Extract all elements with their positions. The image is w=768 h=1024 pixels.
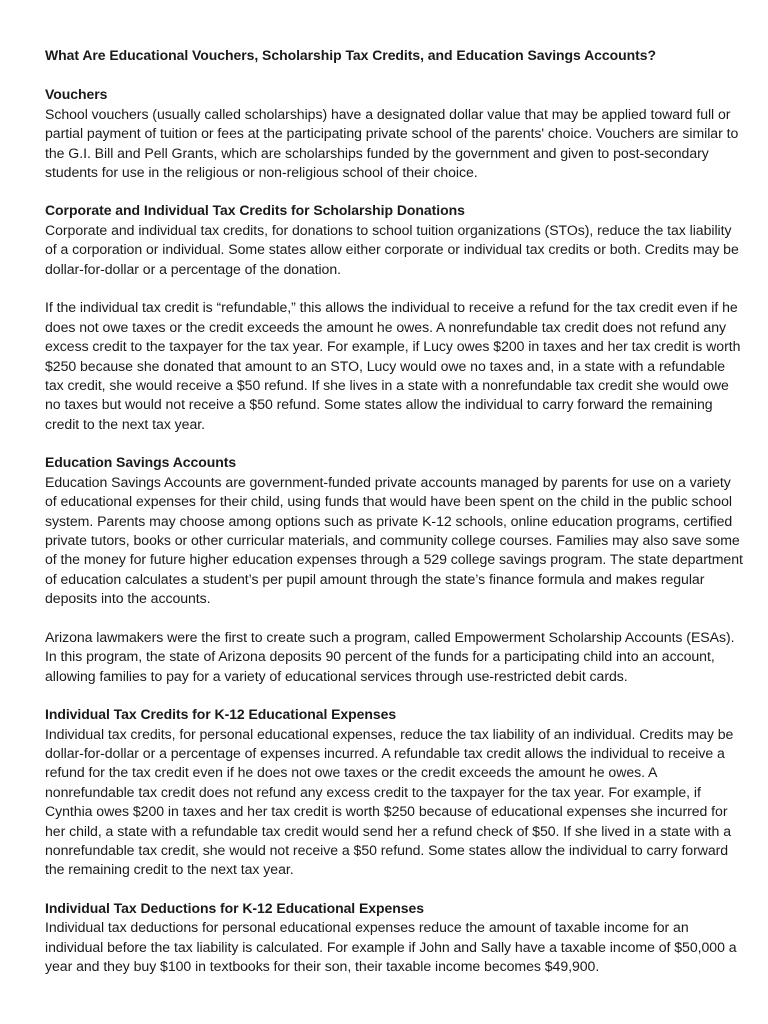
section-scholarship-tax-credits xyxy=(45,201,745,434)
paragraph: Arizona lawmakers were the first to create such a program, called Empowerment Scholarship Accounts (ESAs). In this program, the state of Arizona deposits 90 percent of the funds for a participating child into an account, allowing families to pay for a variety of educational services through use-restricted debit cards. xyxy=(45,628,735,684)
section-vouchers xyxy=(45,85,745,182)
document-page xyxy=(45,46,745,995)
section-heading: Education Savings Accounts xyxy=(45,454,237,471)
section-heading: Vouchers xyxy=(45,86,108,103)
section-heading: Corporate and Individual Tax Credits for Scholarship Donations xyxy=(45,202,465,219)
section-individual-tax-credits xyxy=(45,705,745,880)
section-education-savings-accounts xyxy=(45,453,745,686)
paragraph: Education Savings Accounts are government-funded private accounts managed by parents for use on a variety of educational expenses for their child, using funds that would have been spent on the child in the public school system. Parents may choose among options such as private K-12 schools, online education programs, certified private tutors, books or other curricular materials, and community college courses. Families may also save some of the money for future higher education expenses through a 529 college savings program. The state department of education calculates a student’s per pupil amount through the state’s finance formula and makes regular deposits into the accounts. xyxy=(45,473,743,607)
section-individual-tax-deductions xyxy=(45,899,745,977)
section-heading: Individual Tax Deductions for K-12 Educational Expenses xyxy=(45,899,424,916)
paragraph: School vouchers (usually called scholarships) have a designated dollar value that may be applied toward full or partial payment of tuition or fees at the participating private school of the parents' choice. Vouchers are similar to the G.I. Bill and Pell Grants, which are scholarships funded by the government and given to post-secondary students for use in the religious or non-religious school of their choice. xyxy=(45,105,739,181)
paragraph: Corporate and individual tax credits, for donations to school tuition organizations (STOs), reduce the tax liability of a corporation or individual. Some states allow either corporate or individual tax credits or both. Credits may be dollar-for-dollar or a percentage of the donation. xyxy=(45,221,739,277)
paragraph: If the individual tax credit is “refundable,” this allows the individual to receive a refund for the tax credit even if he does not owe taxes or the credit exceeds the amount he owes. A nonrefundable tax credit does not refund any excess credit to the taxpayer for the tax year. For example, if Lucy owes $200 in taxes and her tax credit is worth $250 because she donated that amount to an STO, Lucy would owe no taxes and, in a state with a refundable tax credit, she would receive a $50 refund. If she lives in a state with a nonrefundable tax credit she would owe no taxes but would not receive a $50 refund. Some states allow the individual to carry forward the remaining credit to the next tax year. xyxy=(45,299,741,432)
document-title: What Are Educational Vouchers, Scholarship Tax Credits, and Education Savings Accounts? xyxy=(45,47,656,63)
paragraph: Individual tax credits, for personal educational expenses, reduce the tax liability of an individual. Credits may be dollar-for-dollar or a percentage of expenses incurred. A refundable tax credit allows the individual to receive a refund for the tax credit even if he does not owe taxes or the credit exceeds the amount he owes. A nonrefundable tax credit does not refund any excess credit to the taxpayer for the tax year. For example, if Cynthia owes $200 in taxes and her tax credit is worth $250 because of educational expenses she incurred for her child, a state with a refundable tax credit would send her a refund check of $50. If she lived in a state with a nonrefundable tax credit, she would not receive a $50 refund. Some states allow the individual to carry forward the remaining credit to the next tax year. xyxy=(45,725,734,878)
paragraph: Individual tax deductions for personal educational expenses reduce the amount of taxable income for an individual before the tax liability is calculated. For example if John and Sally have a taxable income of $50,000 a year and they buy $100 in textbooks for their son, their taxable income becomes $49,900. xyxy=(45,919,737,975)
section-heading: Individual Tax Credits for K-12 Educational Expenses xyxy=(45,706,397,723)
